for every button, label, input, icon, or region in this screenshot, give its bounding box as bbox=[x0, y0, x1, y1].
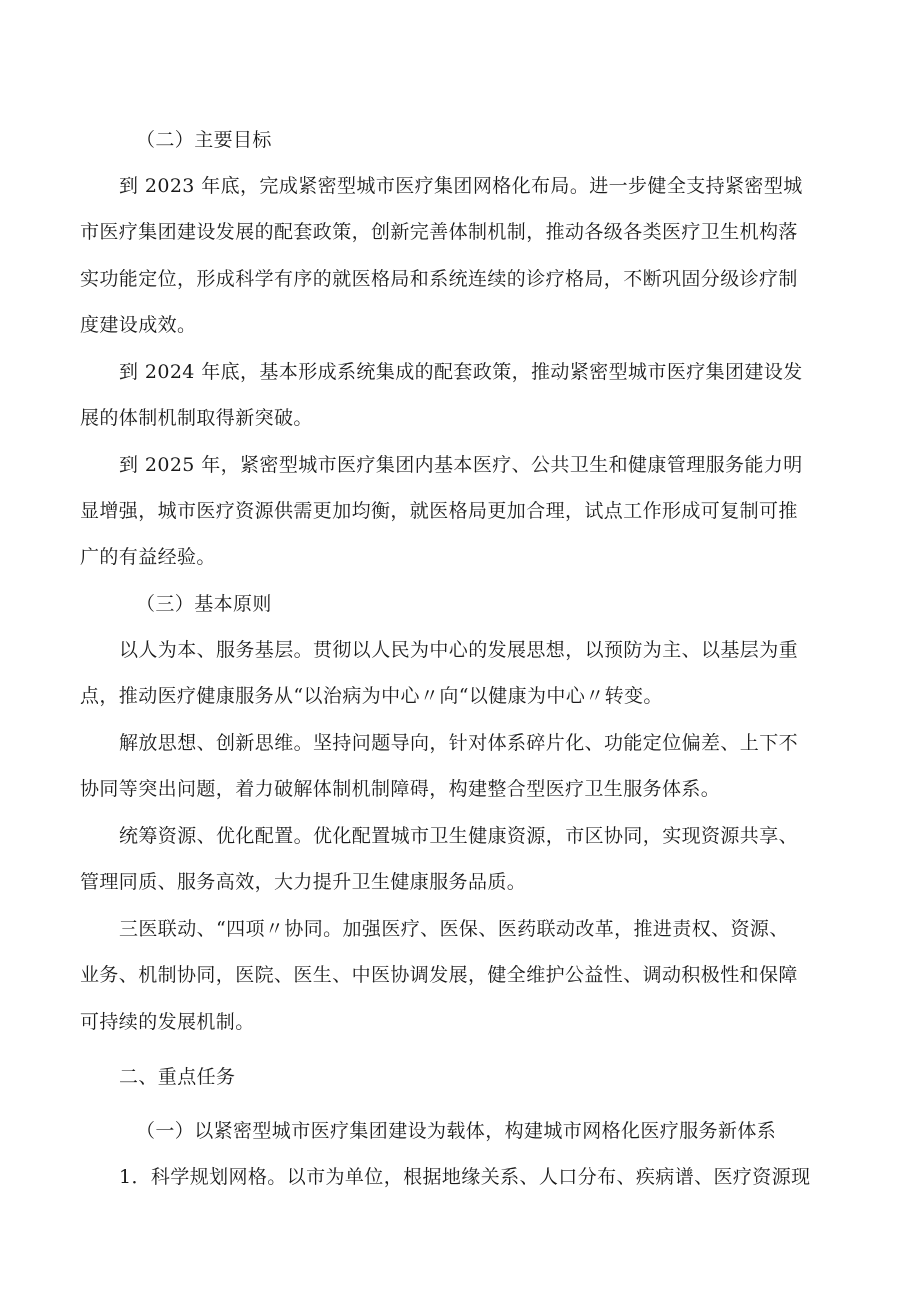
tasks-subheading-1: （一）以紧密型城市医疗集团建设为载体，构建城市网格化医疗服务新体系 bbox=[136, 1120, 777, 1142]
goals-paragraph-2025-line-2: 显增强，城市医疗资源供需更加均衡，就医格局更加合理，试点工作形成可复制可推 bbox=[80, 500, 798, 522]
section-heading-principles: （三）基本原则 bbox=[136, 593, 272, 615]
goals-paragraph-2025-line-3: 广的有益经验。 bbox=[80, 546, 216, 568]
principle-3-line-1: 统筹资源、优化配置。优化配置城市卫生健康资源，市区协同，实现资源共享、 bbox=[119, 825, 799, 847]
principle-4-line-3: 可持续的发展机制。 bbox=[80, 1011, 255, 1033]
goals-paragraph-2023-line-3: 实功能定位，形成科学有序的就医格局和系统连续的诊疗格局，不断巩固分级诊疗制 bbox=[80, 268, 798, 290]
goals-paragraph-2025-line-1: 到 2025 年，紧密型城市医疗集团内基本医疗、公共卫生和健康管理服务能力明 bbox=[119, 454, 803, 476]
goals-paragraph-2024-line-1: 到 2024 年底，基本形成系统集成的配套政策，推动紧密型城市医疗集团建设发 bbox=[119, 361, 803, 383]
principle-4-line-1: 三医联动、“四项〃协同。加强医疗、医保、医药联动改革，推进责权、资源、 bbox=[119, 918, 789, 940]
goals-paragraph-2023-line-1: 到 2023 年底，完成紧密型城市医疗集团网格化布局。进一步健全支持紧密型城 bbox=[119, 175, 803, 197]
section-heading-key-tasks: 二、重点任务 bbox=[119, 1066, 236, 1088]
goals-paragraph-2024-line-2: 展的体制机制取得新突破。 bbox=[80, 407, 313, 429]
goals-paragraph-2023-line-2: 市医疗集团建设发展的配套政策，创新完善体制机制，推动各级各类医疗卫生机构落 bbox=[80, 221, 798, 243]
task-item-1-line-1: 1．科学规划网格。以市为单位，根据地缘关系、人口分布、疾病谱、医疗资源现 bbox=[119, 1166, 811, 1188]
principle-1-line-2: 点，推动医疗健康服务从“以治病为中心〃向“以健康为中心〃转变。 bbox=[80, 685, 663, 707]
principle-3-line-2: 管理同质、服务高效，大力提升卫生健康服务品质。 bbox=[80, 871, 527, 893]
principle-2-line-2: 协同等突出问题，着力破解体制机制障碍，构建整合型医疗卫生服务体系。 bbox=[80, 778, 721, 800]
principle-2-line-1: 解放思想、创新思维。坚持问题导向，针对体系碎片化、功能定位偏差、上下不 bbox=[119, 732, 799, 754]
principle-1-line-1: 以人为本、服务基层。贯彻以人民为中心的发展思想，以预防为主、以基层为重 bbox=[119, 639, 799, 661]
principle-4-line-2: 业务、机制协同，医院、医生、中医协调发展，健全维护公益性、调动积极性和保障 bbox=[80, 964, 798, 986]
section-heading-goals: （二）主要目标 bbox=[136, 129, 272, 151]
goals-paragraph-2023-line-4: 度建设成效。 bbox=[80, 314, 197, 336]
